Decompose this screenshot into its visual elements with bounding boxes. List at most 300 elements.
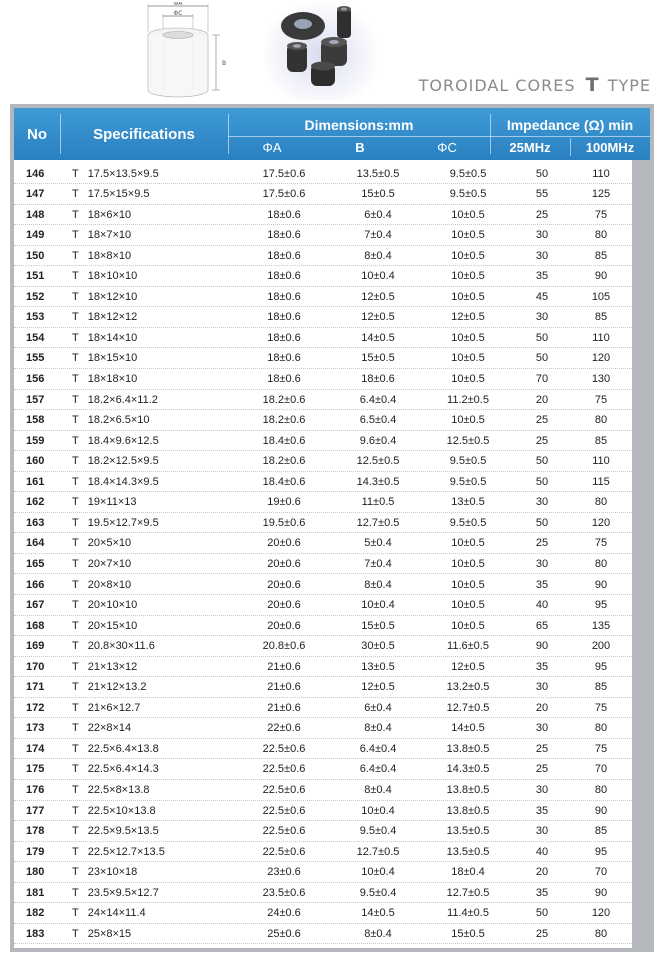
table-row xyxy=(14,431,632,451)
cell-spec xyxy=(54,250,234,262)
table-row xyxy=(14,616,632,636)
cell-no: 173 xyxy=(26,722,45,735)
cell-no: 146 xyxy=(26,167,45,180)
cell-phi-c: 9.5±0.5 xyxy=(449,188,487,201)
cell-spec-value: 18.4×14.3×9.5 xyxy=(87,475,159,488)
cell-100mhz: 80 xyxy=(594,784,608,796)
cell-25mhz: 35 xyxy=(535,804,549,817)
cell-phi-a: 20±0.6 xyxy=(267,537,301,550)
cell-phi-c: 9.5±0.5 xyxy=(449,516,487,529)
cell-spec xyxy=(54,517,234,529)
cell-b: 6.4±0.4 xyxy=(359,393,397,406)
cell-spec xyxy=(54,887,234,899)
cell-100mhz: 80 xyxy=(594,229,608,242)
cell-spec-value: 21×12×13.2 xyxy=(87,681,147,694)
cell-100mhz: 75 xyxy=(594,208,608,221)
cell-phi-a: 18±0.6 xyxy=(267,290,301,303)
table-row xyxy=(14,739,632,759)
table-right-border xyxy=(632,160,650,948)
cell-25mhz: 25 xyxy=(535,927,549,940)
cell-no: 153 xyxy=(26,311,45,324)
cell-spec-value: 20×15×10 xyxy=(87,619,138,632)
cell-no: 155 xyxy=(26,352,45,365)
header-b: B xyxy=(355,139,365,155)
header-specifications: Specifications xyxy=(93,125,195,143)
header-impedance: Impedance (Ω) min xyxy=(506,117,634,133)
cell-phi-c: 15±0.5 xyxy=(451,927,485,940)
cell-phi-a: 24±0.6 xyxy=(267,907,301,920)
cell-b: 8±0.4 xyxy=(364,927,392,940)
cell-type: T xyxy=(72,804,79,817)
cell-b: 15±0.5 xyxy=(361,619,395,632)
table-row xyxy=(14,781,632,801)
cell-type: T xyxy=(72,434,79,447)
cell-type: T xyxy=(72,496,79,509)
cell-type: T xyxy=(72,845,79,858)
cell-spec-value: 22.5×10×13.8 xyxy=(87,804,156,817)
cell-phi-c: 18±0.4 xyxy=(451,866,485,879)
cell-spec xyxy=(54,599,234,611)
cell-25mhz: 30 xyxy=(535,825,549,838)
table-row xyxy=(14,575,632,595)
cell-phi-c: 10±0.5 xyxy=(451,208,485,221)
cell-no: 174 xyxy=(26,742,45,755)
cell-100mhz: 120 xyxy=(591,516,611,529)
cell-25mhz: 50 xyxy=(535,167,549,180)
cell-phi-a: 17.5±0.6 xyxy=(262,188,306,201)
table-row xyxy=(14,226,632,246)
cell-phi-a: 22.5±0.6 xyxy=(262,784,306,796)
cell-no: 167 xyxy=(26,599,45,612)
header-divider xyxy=(570,138,571,156)
cell-no: 175 xyxy=(26,763,45,776)
cell-phi-c: 9.5±0.5 xyxy=(449,455,487,468)
cell-type: T xyxy=(72,701,79,714)
cell-phi-c: 12±0.5 xyxy=(451,311,485,324)
cell-b: 13±0.5 xyxy=(361,660,395,673)
cell-100mhz: 85 xyxy=(594,825,608,838)
table-header xyxy=(14,108,650,160)
cell-phi-a: 20±0.6 xyxy=(267,578,301,591)
cell-100mhz: 110 xyxy=(592,167,610,180)
cell-phi-a: 19.5±0.6 xyxy=(262,516,306,529)
cell-phi-c: 12.5±0.5 xyxy=(446,434,490,447)
header-dimensions: Dimensions:mm xyxy=(304,117,414,133)
cell-type: T xyxy=(72,763,79,776)
cell-phi-a: 21±0.6 xyxy=(267,660,301,673)
cell-b: 12±0.5 xyxy=(361,290,395,303)
cell-phi-a: 18±0.6 xyxy=(267,352,301,365)
cell-type: T xyxy=(72,208,79,221)
cell-spec xyxy=(54,168,234,180)
cell-no: 150 xyxy=(26,249,45,262)
table-row xyxy=(14,205,632,225)
cell-no: 147 xyxy=(26,188,45,201)
cell-no: 164 xyxy=(26,537,45,550)
cell-spec xyxy=(54,476,234,488)
cell-spec-value: 18×6×10 xyxy=(87,208,132,221)
header-divider xyxy=(490,114,491,154)
cell-100mhz: 80 xyxy=(594,927,608,940)
cell-no: 169 xyxy=(26,640,45,653)
table-row xyxy=(14,246,632,266)
cell-type: T xyxy=(72,886,79,899)
cell-b: 8±0.4 xyxy=(364,722,392,735)
cell-type: T xyxy=(72,188,79,201)
cell-25mhz: 50 xyxy=(535,331,549,344)
cell-100mhz: 85 xyxy=(594,249,608,262)
cell-spec xyxy=(54,784,234,796)
cell-type: T xyxy=(72,537,79,550)
cell-spec-value: 23×10×18 xyxy=(87,866,138,879)
cell-no: 157 xyxy=(26,393,45,406)
cell-100mhz: 105 xyxy=(591,290,611,303)
cell-100mhz: 75 xyxy=(594,537,608,550)
cell-type: T xyxy=(72,455,79,468)
cell-no: 152 xyxy=(26,290,45,303)
cell-spec-value: 18.2×12.5×9.5 xyxy=(87,455,159,468)
cell-no: 162 xyxy=(26,496,45,509)
label-b: B xyxy=(222,60,227,67)
cell-25mhz: 65 xyxy=(535,619,549,632)
cell-spec xyxy=(54,620,234,632)
cell-type: T xyxy=(72,557,79,570)
cell-no: 176 xyxy=(26,784,45,796)
cell-type: T xyxy=(72,167,79,180)
cell-spec-value: 18.2×6.4×11.2 xyxy=(87,393,158,406)
table-row xyxy=(14,863,632,883)
cell-type: T xyxy=(72,640,79,653)
cell-spec-value: 20.8×30×11.6 xyxy=(87,640,155,653)
brand-title xyxy=(419,74,651,96)
table-row xyxy=(14,554,632,574)
cell-phi-a: 22.5±0.6 xyxy=(262,763,306,776)
cell-b: 12.7±0.5 xyxy=(356,516,400,529)
cell-spec-value: 20×10×10 xyxy=(87,599,138,612)
cell-phi-a: 22.5±0.6 xyxy=(262,742,306,755)
cell-phi-a: 17.5±0.6 xyxy=(262,167,306,180)
cell-b: 9.6±0.4 xyxy=(359,434,397,447)
cell-spec xyxy=(54,352,234,364)
label-phi-a: ΦA xyxy=(173,2,183,7)
cell-spec-value: 18×12×10 xyxy=(87,290,138,303)
cell-type: T xyxy=(72,578,79,591)
cell-phi-a: 20±0.6 xyxy=(267,599,301,612)
table-row xyxy=(14,185,632,205)
cell-b: 6.4±0.4 xyxy=(359,742,397,755)
cell-spec-value: 20×8×10 xyxy=(87,578,132,591)
cell-no: 182 xyxy=(26,907,45,920)
cell-spec xyxy=(54,702,234,714)
cell-phi-c: 10±0.5 xyxy=(451,290,485,303)
cell-spec xyxy=(54,270,234,282)
cell-25mhz: 50 xyxy=(535,907,549,920)
cell-no: 171 xyxy=(26,681,45,694)
cell-phi-c: 9.5±0.5 xyxy=(449,475,487,488)
core-dimension-diagram-icon xyxy=(128,2,228,102)
cell-phi-a: 20±0.6 xyxy=(267,619,301,632)
cell-no: 151 xyxy=(26,270,45,283)
cell-phi-c: 10±0.5 xyxy=(451,352,485,365)
cell-spec-value: 20×7×10 xyxy=(87,557,132,570)
cell-type: T xyxy=(72,516,79,529)
cell-phi-a: 23.5±0.6 xyxy=(262,886,306,899)
cell-phi-a: 18.2±0.6 xyxy=(262,393,306,406)
cell-type: T xyxy=(72,825,79,838)
cell-spec xyxy=(54,640,234,652)
cell-phi-a: 18±0.6 xyxy=(267,229,301,242)
cell-phi-c: 13.8±0.5 xyxy=(446,804,490,817)
cell-phi-a: 25±0.6 xyxy=(267,927,301,940)
cell-spec-value: 18.4×9.6×12.5 xyxy=(87,434,159,447)
table-row xyxy=(14,719,632,739)
cell-phi-a: 18±0.6 xyxy=(267,373,301,385)
cell-phi-a: 19±0.6 xyxy=(267,496,301,509)
cell-spec-value: 25×8×15 xyxy=(87,927,132,940)
cell-spec-value: 18×10×10 xyxy=(87,270,138,283)
cell-spec-value: 21×13×12 xyxy=(87,660,138,673)
cell-100mhz: 80 xyxy=(594,722,608,735)
cell-spec xyxy=(54,763,234,775)
cell-25mhz: 35 xyxy=(535,660,549,673)
cell-25mhz: 20 xyxy=(535,866,549,879)
table-row xyxy=(14,883,632,903)
cell-phi-a: 21±0.6 xyxy=(267,701,301,714)
cell-25mhz: 25 xyxy=(535,434,549,447)
cell-spec-value: 18×15×10 xyxy=(87,352,138,365)
cell-spec xyxy=(54,722,234,734)
cell-25mhz: 35 xyxy=(535,886,549,899)
brand-prefix: TOROIDAL CORES xyxy=(418,76,576,95)
table-row xyxy=(14,308,632,328)
cell-spec-value: 18.2×6.5×10 xyxy=(87,414,150,427)
cell-100mhz: 115 xyxy=(592,475,610,488)
cell-b: 15±0.5 xyxy=(361,188,395,201)
cell-spec xyxy=(54,558,234,570)
cell-b: 14±0.5 xyxy=(361,331,395,344)
cell-phi-a: 18±0.6 xyxy=(267,249,301,262)
table-row xyxy=(14,657,632,677)
cell-spec-value: 22.5×12.7×13.5 xyxy=(87,845,165,858)
table-row xyxy=(14,678,632,698)
cell-25mhz: 40 xyxy=(535,845,549,858)
cell-phi-c: 11.6±0.5 xyxy=(447,640,489,653)
cell-phi-c: 13.8±0.5 xyxy=(446,742,490,755)
cell-25mhz: 30 xyxy=(535,249,549,262)
cell-no: 183 xyxy=(26,927,45,940)
cell-type: T xyxy=(72,352,79,365)
cell-b: 12±0.5 xyxy=(361,681,395,694)
table-row xyxy=(14,472,632,492)
cell-no: 158 xyxy=(26,414,45,427)
cell-100mhz: 110 xyxy=(592,331,610,344)
table-row xyxy=(14,349,632,369)
table-row xyxy=(14,370,632,390)
cell-type: T xyxy=(72,722,79,735)
cell-phi-a: 18±0.6 xyxy=(267,311,301,324)
cell-no: 172 xyxy=(26,701,45,714)
cell-phi-a: 22.5±0.6 xyxy=(262,845,306,858)
cell-100mhz: 95 xyxy=(594,599,608,612)
cell-b: 9.5±0.4 xyxy=(359,825,397,838)
cell-100mhz: 125 xyxy=(591,188,611,201)
cell-spec xyxy=(54,311,234,323)
cell-b: 8±0.4 xyxy=(364,249,392,262)
cell-spec xyxy=(54,579,234,591)
cell-25mhz: 55 xyxy=(535,188,549,201)
cell-phi-c: 11.2±0.5 xyxy=(447,393,489,406)
cell-spec xyxy=(54,209,234,221)
header-25mhz: 25MHz xyxy=(509,139,551,155)
cell-25mhz: 25 xyxy=(535,742,549,755)
cell-b: 12±0.5 xyxy=(361,311,395,324)
cell-phi-c: 10±0.5 xyxy=(451,331,485,344)
table-row xyxy=(14,328,632,348)
cell-type: T xyxy=(72,927,79,940)
cell-type: T xyxy=(72,373,79,385)
cell-spec-value: 20×5×10 xyxy=(87,537,132,550)
header-100mhz: 100MHz xyxy=(585,139,635,155)
table-body xyxy=(14,160,632,948)
cell-25mhz: 25 xyxy=(535,208,549,221)
table-row xyxy=(14,822,632,842)
cell-phi-c: 10±0.5 xyxy=(451,270,485,283)
cell-phi-a: 22.5±0.6 xyxy=(262,825,306,838)
cell-phi-c: 12.7±0.5 xyxy=(446,701,490,714)
cell-spec xyxy=(54,496,234,508)
cell-spec xyxy=(54,743,234,755)
cell-100mhz: 90 xyxy=(594,578,608,591)
cell-spec-value: 18×14×10 xyxy=(87,331,138,344)
cell-spec-value: 19×11×13 xyxy=(87,496,137,509)
cell-phi-a: 23±0.6 xyxy=(267,866,301,879)
cell-phi-a: 18±0.6 xyxy=(267,208,301,221)
cell-100mhz: 70 xyxy=(594,763,608,776)
cell-100mhz: 80 xyxy=(594,496,608,509)
cell-no: 165 xyxy=(26,557,45,570)
cell-type: T xyxy=(72,249,79,262)
cell-25mhz: 30 xyxy=(535,722,549,735)
cell-type: T xyxy=(72,331,79,344)
cell-b: 12.7±0.5 xyxy=(356,845,400,858)
label-phi-c: ΦC xyxy=(173,10,183,17)
cell-no: 149 xyxy=(26,229,45,242)
cell-type: T xyxy=(72,311,79,324)
cell-spec xyxy=(54,866,234,878)
header-no: No xyxy=(27,125,47,143)
cell-spec xyxy=(54,373,234,385)
cell-type: T xyxy=(72,270,79,283)
cell-spec xyxy=(54,455,234,467)
cell-b: 9.5±0.4 xyxy=(359,886,397,899)
cell-no: 160 xyxy=(26,455,45,468)
cell-spec-value: 18×7×10 xyxy=(87,229,132,242)
cell-25mhz: 30 xyxy=(535,311,549,324)
cell-spec xyxy=(54,394,234,406)
cell-b: 5±0.4 xyxy=(364,537,392,550)
cell-b: 14.3±0.5 xyxy=(356,475,400,488)
brand-mark: T xyxy=(585,74,600,96)
cell-no: 178 xyxy=(26,825,45,838)
table-row xyxy=(14,924,632,944)
cell-phi-c: 11.4±0.5 xyxy=(447,907,489,920)
cell-b: 11±0.5 xyxy=(361,496,395,509)
cell-100mhz: 80 xyxy=(594,414,608,427)
cell-type: T xyxy=(72,393,79,406)
cell-phi-a: 22±0.6 xyxy=(267,722,301,735)
table-row xyxy=(14,801,632,821)
cell-phi-c: 13.5±0.5 xyxy=(446,845,490,858)
cell-spec xyxy=(54,825,234,837)
header-divider xyxy=(228,114,229,154)
cell-spec xyxy=(54,188,234,200)
cell-phi-c: 10±0.5 xyxy=(451,578,485,591)
cell-no: 163 xyxy=(26,516,45,529)
cell-spec-value: 18×12×12 xyxy=(87,311,138,324)
cell-b: 10±0.4 xyxy=(361,804,395,817)
table-row xyxy=(14,287,632,307)
cell-type: T xyxy=(72,907,79,920)
cell-b: 8±0.4 xyxy=(364,784,392,796)
table-row xyxy=(14,842,632,862)
cell-b: 6.5±0.4 xyxy=(359,414,397,427)
cell-phi-a: 22.5±0.6 xyxy=(262,804,306,817)
cell-phi-a: 18.4±0.6 xyxy=(262,434,306,447)
cell-type: T xyxy=(72,290,79,303)
cell-no: 161 xyxy=(26,475,45,488)
cell-type: T xyxy=(72,229,79,242)
cell-type: T xyxy=(72,619,79,632)
cell-spec-value: 22.5×9.5×13.5 xyxy=(87,825,159,838)
ferrite-cores-photo-icon xyxy=(265,0,377,100)
cell-b: 12.5±0.5 xyxy=(356,455,400,468)
header-divider xyxy=(228,136,650,137)
cell-spec xyxy=(54,681,234,693)
cell-phi-c: 13.2±0.5 xyxy=(446,681,490,694)
cell-25mhz: 25 xyxy=(535,537,549,550)
cell-no: 180 xyxy=(26,866,45,879)
cell-25mhz: 25 xyxy=(535,763,549,776)
cell-phi-c: 12±0.5 xyxy=(451,660,485,673)
cell-25mhz: 20 xyxy=(535,701,549,714)
cell-100mhz: 90 xyxy=(594,270,608,283)
cell-100mhz: 95 xyxy=(594,845,608,858)
cell-spec-value: 17.5×13.5×9.5 xyxy=(87,167,159,180)
cell-type: T xyxy=(72,599,79,612)
cell-100mhz: 90 xyxy=(594,886,608,899)
cell-no: 170 xyxy=(26,660,45,673)
cell-25mhz: 30 xyxy=(535,557,549,570)
cell-100mhz: 120 xyxy=(591,907,611,920)
spec-table xyxy=(10,104,654,952)
header-phi-c: ΦC xyxy=(437,139,457,155)
table-row xyxy=(14,267,632,287)
cell-b: 15±0.5 xyxy=(361,352,395,365)
cell-phi-a: 18±0.6 xyxy=(267,270,301,283)
brand-suffix: TYPE xyxy=(607,76,651,95)
cell-spec xyxy=(54,229,234,241)
cell-25mhz: 25 xyxy=(535,414,549,427)
cell-b: 7±0.4 xyxy=(364,229,392,242)
cell-b: 6.4±0.4 xyxy=(359,763,397,776)
cell-spec xyxy=(54,928,234,940)
cell-type: T xyxy=(72,681,79,694)
cell-phi-a: 21±0.6 xyxy=(267,681,301,694)
cell-phi-c: 13.8±0.5 xyxy=(446,784,490,796)
cell-spec-value: 21×6×12.7 xyxy=(87,701,141,714)
table-row xyxy=(14,452,632,472)
cell-25mhz: 35 xyxy=(535,578,549,591)
